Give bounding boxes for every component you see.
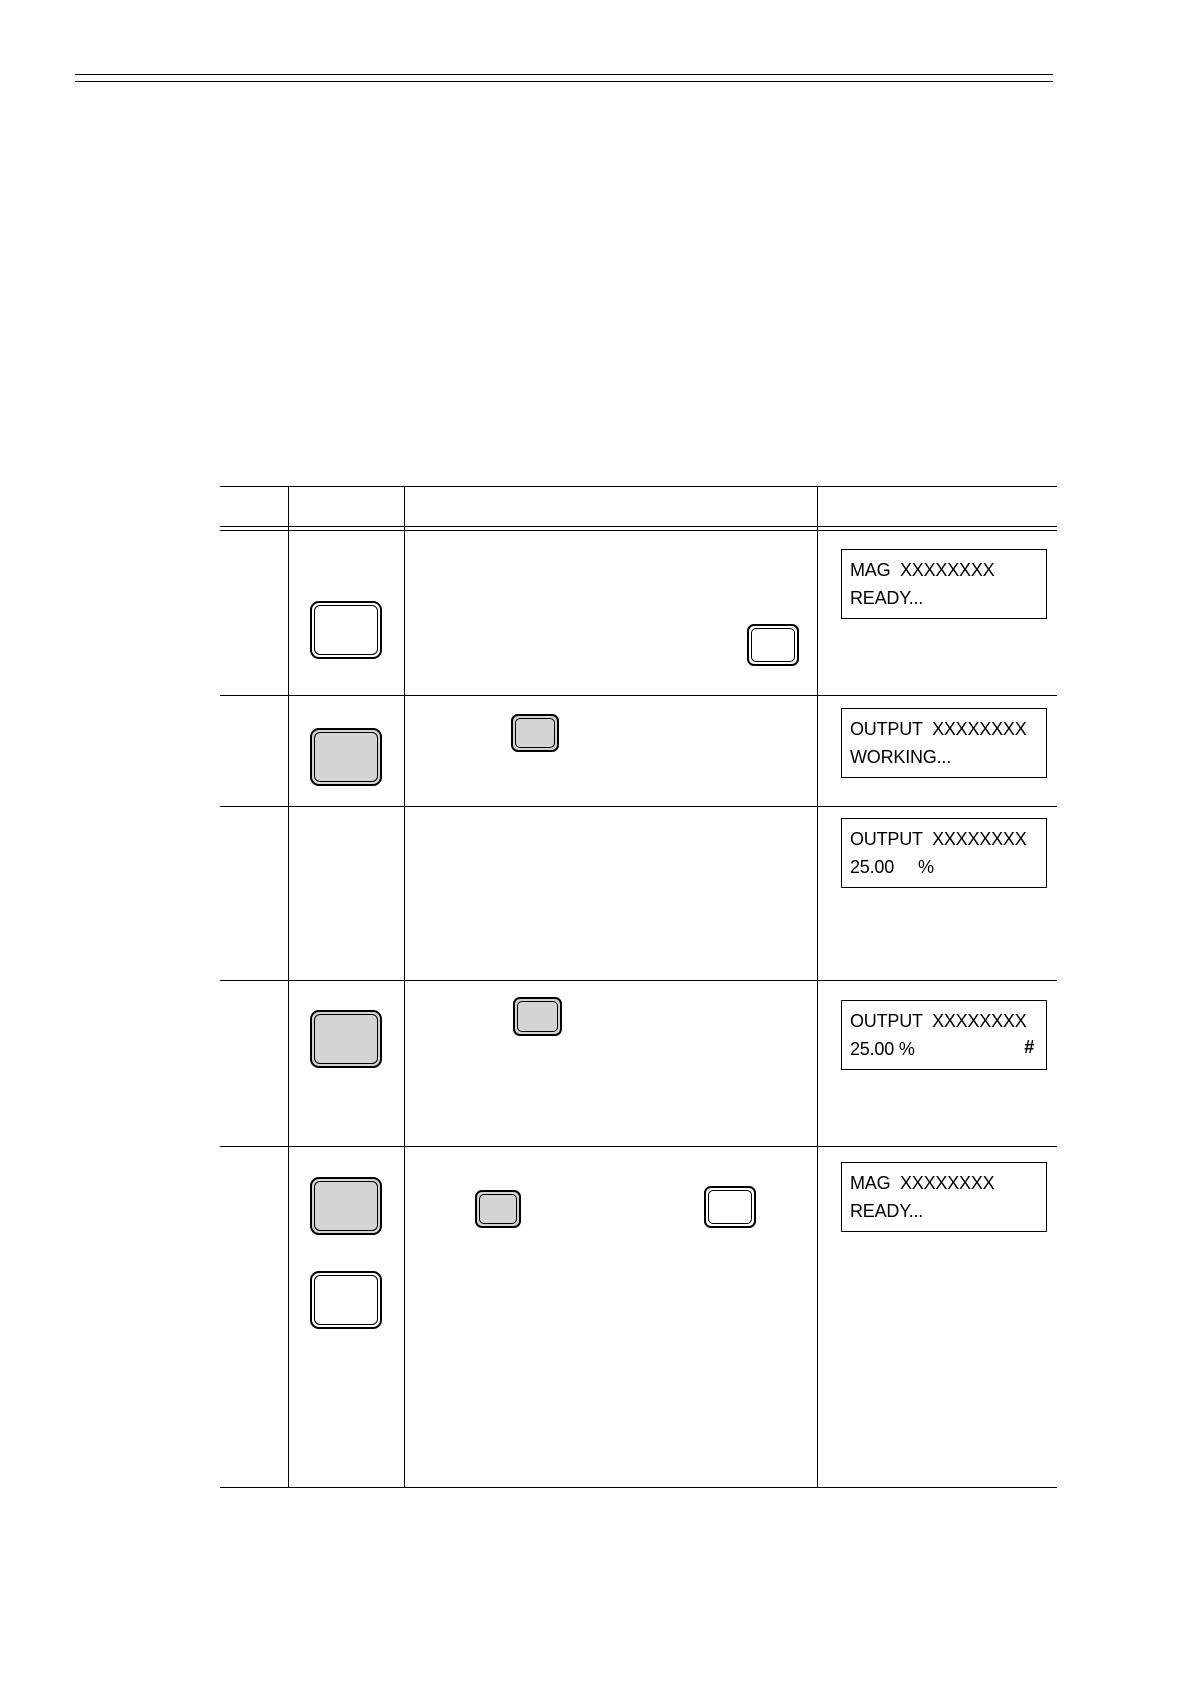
- header-rule-top: [75, 74, 1053, 75]
- column-line-2: [404, 486, 405, 1488]
- row5-lcd-display: [841, 1162, 1047, 1232]
- lcd-line-1: OUTPUT XXXXXXXX: [850, 719, 1027, 739]
- lcd-line-2: READY...: [850, 1201, 924, 1221]
- lcd-line-1: MAG XXXXXXXX: [850, 560, 995, 580]
- row2-inline-key-grey[interactable]: [511, 714, 559, 752]
- lcd-line-2: 25.00 %: [850, 857, 934, 877]
- row2-key-grey[interactable]: [310, 728, 382, 786]
- row1-inline-key-white[interactable]: [747, 624, 799, 666]
- table-bottom-rule: [220, 1487, 1057, 1488]
- row3-lcd-display: [841, 818, 1047, 888]
- row5-inline-key-grey[interactable]: [475, 1190, 521, 1228]
- table-header-rule-a: [220, 526, 1057, 527]
- lcd-line-2: WORKING...: [850, 747, 951, 767]
- row-divider-2: [220, 806, 1057, 807]
- row1-lcd-display: [841, 549, 1047, 619]
- row4-lcd-display: [841, 1000, 1047, 1070]
- lcd-line-2: 25.00 %: [850, 1039, 915, 1059]
- row4-key-grey[interactable]: [310, 1010, 382, 1068]
- lcd-line-1: OUTPUT XXXXXXXX: [850, 1011, 1027, 1031]
- table-header-rule-b: [220, 530, 1057, 531]
- header-rule-bottom: [75, 81, 1053, 82]
- row4-inline-key-grey[interactable]: [513, 997, 562, 1036]
- row5-inline-key-white[interactable]: [704, 1186, 756, 1228]
- row-divider-3: [220, 980, 1057, 981]
- row1-key-white[interactable]: [310, 601, 382, 659]
- lcd-line-1: MAG XXXXXXXX: [850, 1173, 995, 1193]
- column-line-3: [817, 486, 818, 1488]
- lcd-line-2: READY...: [850, 588, 924, 608]
- row-divider-1: [220, 695, 1057, 696]
- row-divider-4: [220, 1146, 1057, 1147]
- row5-key-white[interactable]: [310, 1271, 382, 1329]
- row2-lcd-display: [841, 708, 1047, 778]
- lcd-line-1: OUTPUT XXXXXXXX: [850, 829, 1027, 849]
- lcd-flag-hash: #: [1024, 1037, 1034, 1057]
- row5-key-grey[interactable]: [310, 1177, 382, 1235]
- table-top-rule: [220, 486, 1057, 487]
- column-line-1: [288, 486, 289, 1488]
